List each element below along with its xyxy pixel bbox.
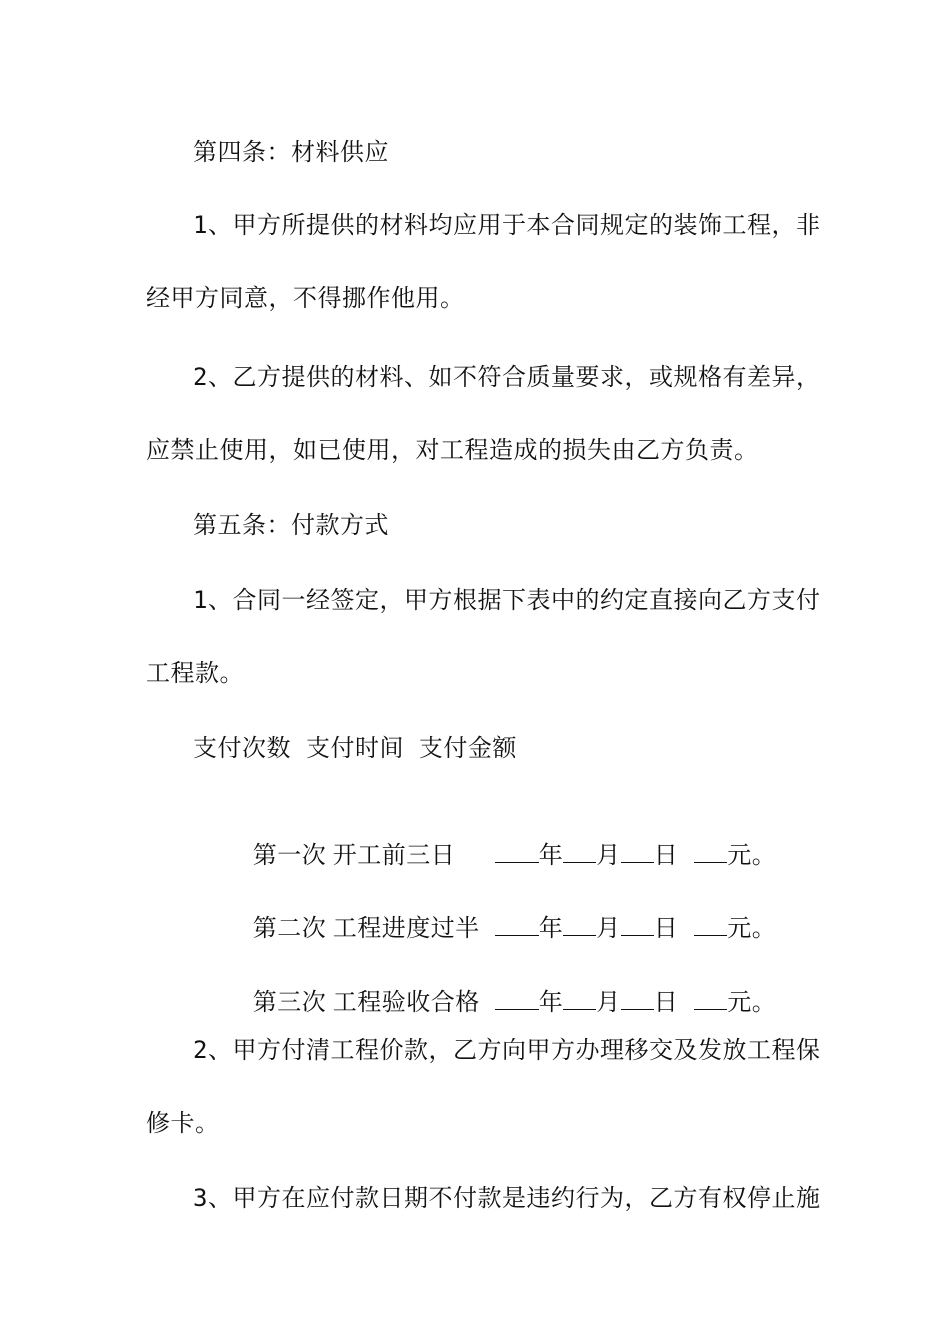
article-4-heading: 第四条：材料供应	[193, 138, 389, 166]
day-label: 日	[653, 841, 679, 869]
paragraph-line: 应禁止使用，如已使用，对工程造成的损失由乙方负责。	[146, 436, 759, 464]
year-blank	[495, 913, 539, 936]
paragraph-line: 2、乙方提供的材料、如不符合质量要求，或规格有差异，	[193, 363, 821, 391]
paragraph-line: 工程款。	[146, 659, 244, 687]
payment-table-header: 支付次数 支付时间 支付金额	[193, 734, 517, 762]
year-label: 年	[538, 988, 564, 1016]
year-blank	[495, 840, 539, 863]
amount-unit: 元。	[727, 988, 777, 1016]
paragraph-line: 修卡。	[146, 1109, 220, 1137]
amount-blank	[694, 913, 727, 936]
paragraph-line: 2、甲方付清工程价款，乙方向甲方办理移交及发放工程保	[193, 1036, 821, 1064]
day-label: 日	[653, 914, 679, 942]
paragraph-line: 1、甲方所提供的材料均应用于本合同规定的装饰工程，非	[193, 211, 821, 239]
day-blank	[621, 987, 654, 1010]
payment-row	[193, 957, 776, 1047]
paragraph-line: 3、甲方在应付款日期不付款是违约行为，乙方有权停止施	[193, 1184, 821, 1212]
month-label: 月	[596, 841, 621, 869]
year-label: 年	[538, 841, 564, 869]
month-label: 月	[596, 988, 621, 1016]
paragraph-line: 1、合同一经签定，甲方根据下表中的约定直接向乙方支付	[193, 586, 821, 614]
month-blank	[563, 987, 596, 1010]
amount-blank	[694, 840, 727, 863]
day-blank	[621, 840, 654, 863]
day-blank	[621, 913, 654, 936]
payment-order: 第三次	[252, 988, 327, 1016]
article-5-heading: 第五条：付款方式	[193, 511, 389, 539]
amount-unit: 元。	[727, 914, 777, 942]
payment-time: 工程进度过半	[332, 914, 480, 942]
month-label: 月	[596, 914, 621, 942]
day-label: 日	[653, 988, 679, 1016]
year-blank	[495, 987, 539, 1010]
payment-order: 第二次	[252, 914, 327, 942]
payment-order: 第一次	[252, 841, 327, 869]
payment-time: 工程验收合格	[332, 988, 480, 1016]
month-blank	[563, 913, 596, 936]
payment-time: 开工前三日	[332, 841, 456, 869]
year-label: 年	[538, 914, 564, 942]
month-blank	[563, 840, 596, 863]
paragraph-line: 经甲方同意，不得挪作他用。	[146, 284, 465, 312]
amount-unit: 元。	[727, 841, 777, 869]
amount-blank	[694, 987, 727, 1010]
